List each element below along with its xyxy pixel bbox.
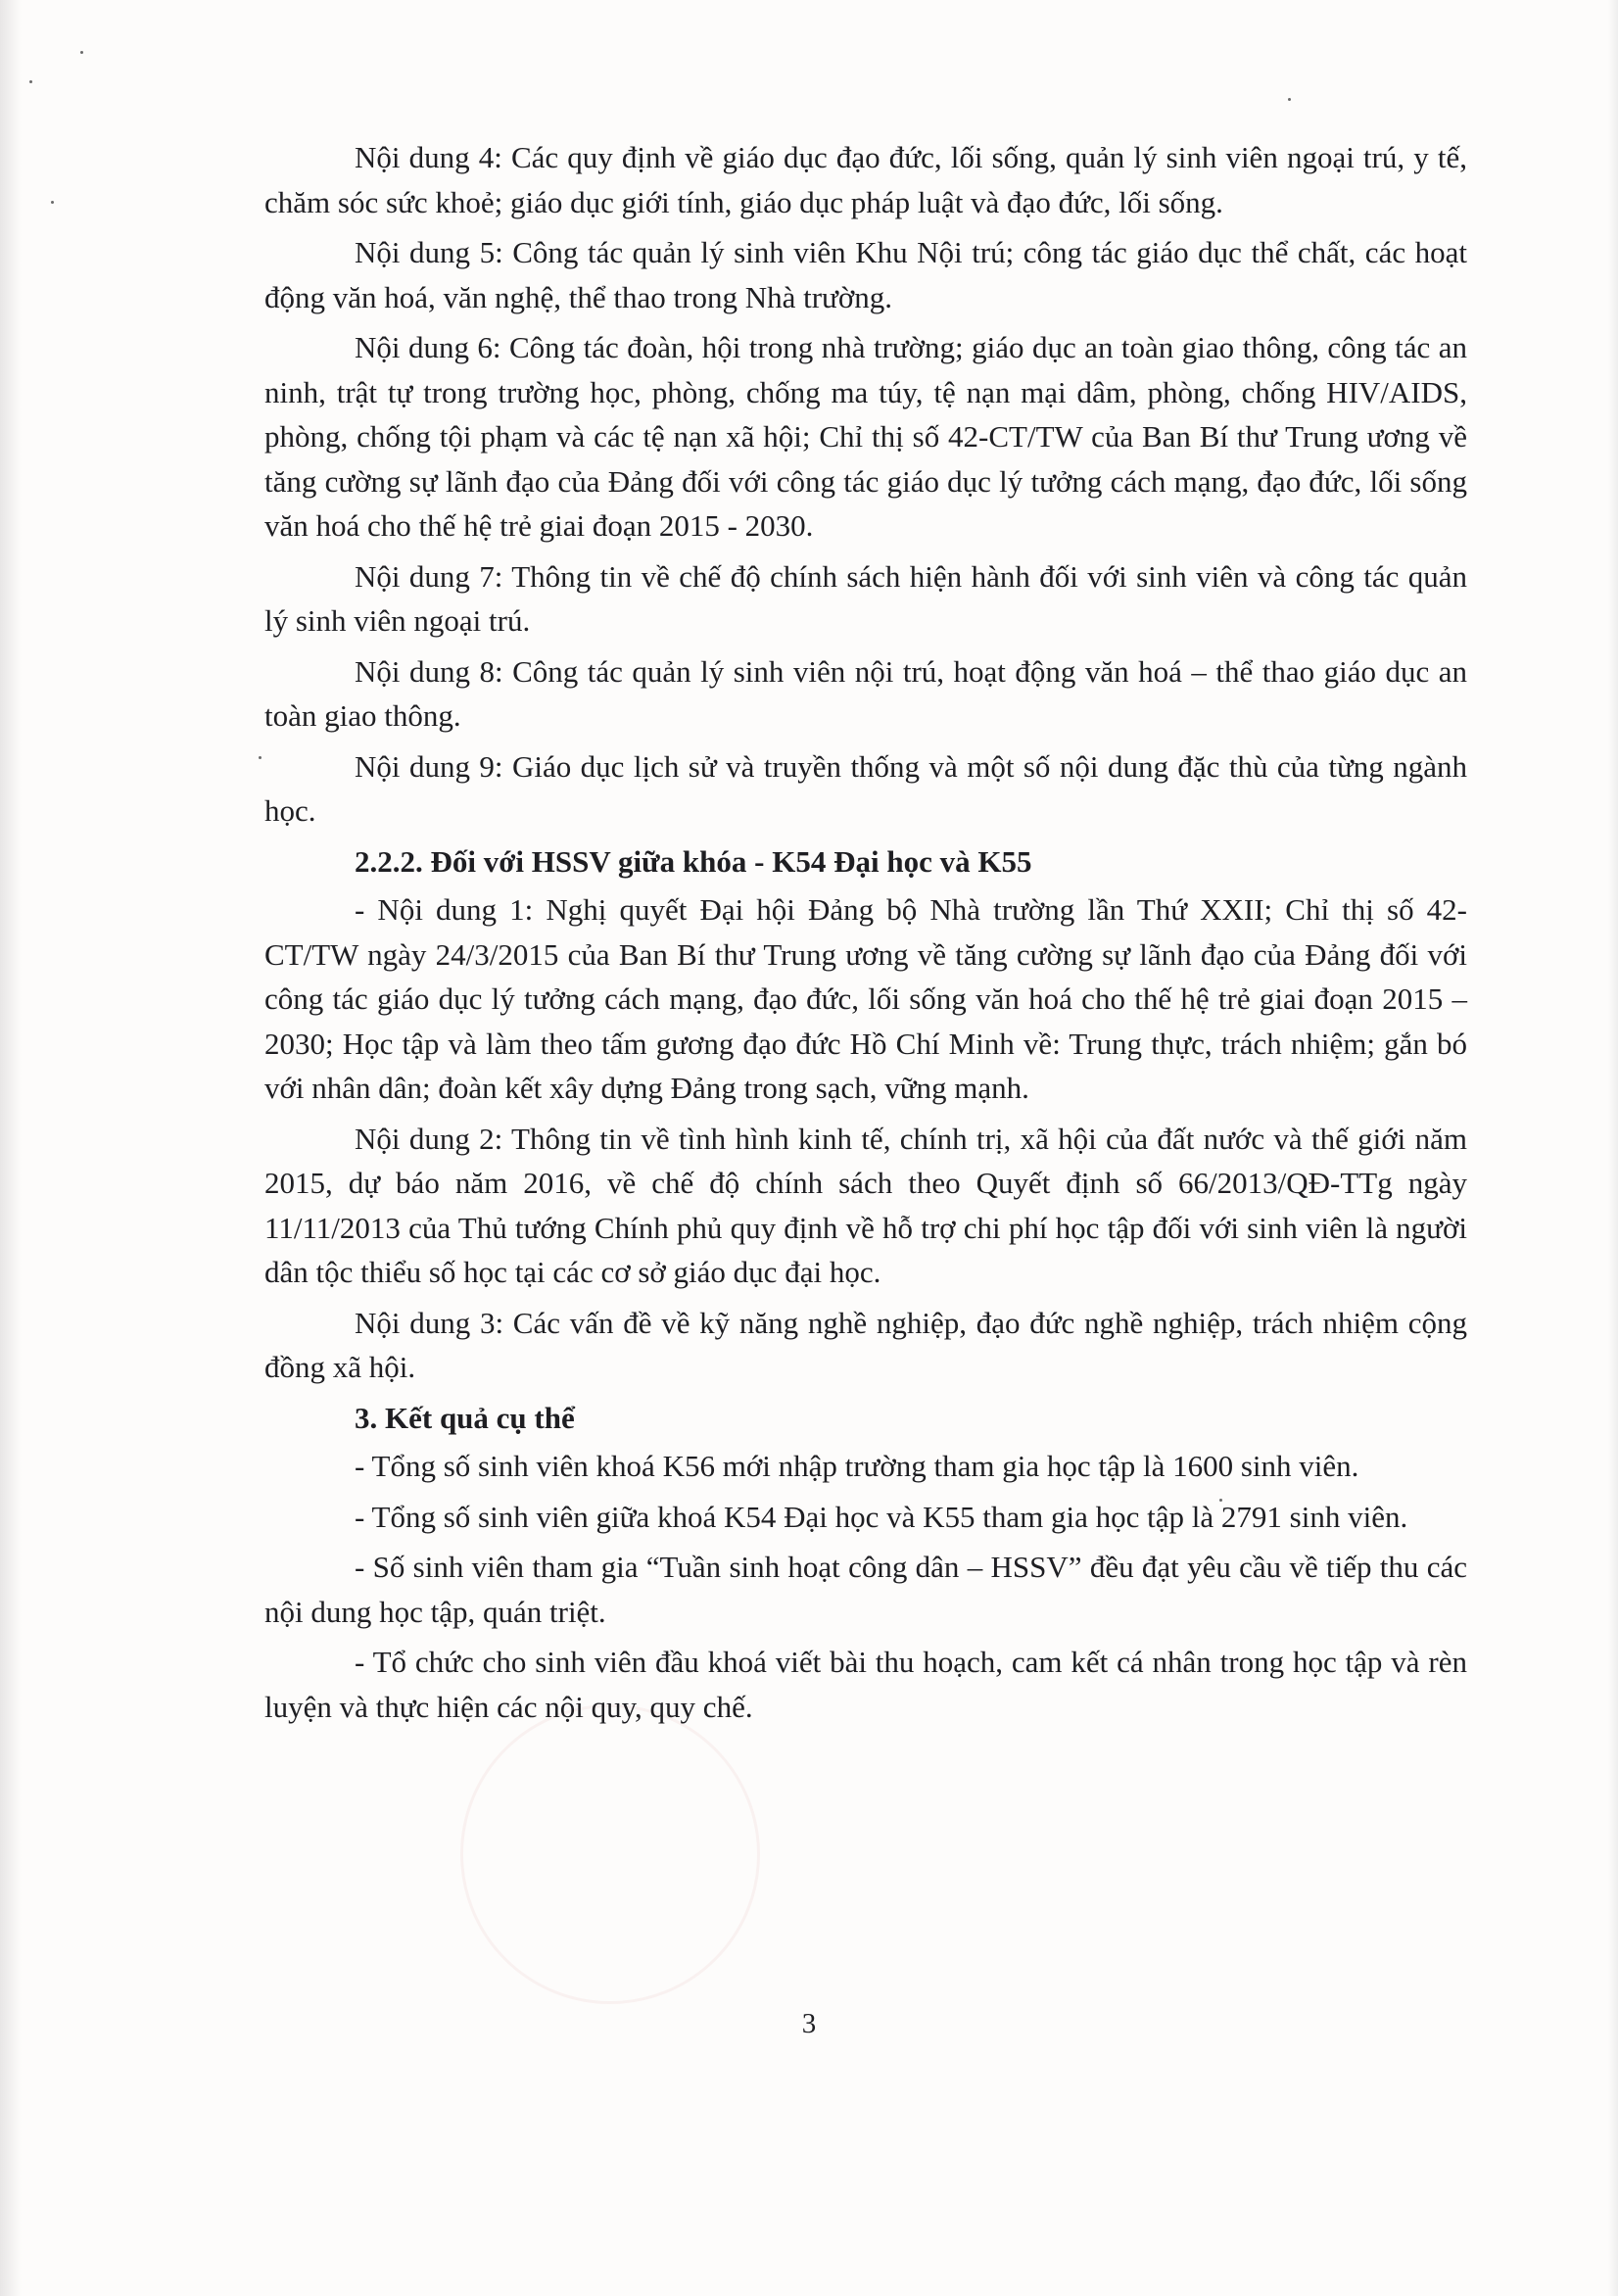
paragraph: - Tổng số sinh viên giữa khoá K54 Đại học và K55 tham gia học tập là 2791 sinh viên. (355, 1499, 1408, 1534)
paragraph: Nội dung 6: Công tác đoàn, hội trong nhà trường; giáo dục an toàn giao thông, công tác an ninh, trật tự trong trường học, phòng, chống ma túy, tệ nạn mại dâm, phòng, chống HIV/AIDS, phòng, chống tội phạm và các tệ nạn xã hội; Chỉ thị số 42-CT/TW của Ban Bí thư Trung ương về tăng cường sự lãnh đạo của Đảng đối với công tác giáo dục lý tưởng cách mạng, đạo đức, lối sống văn hoá cho thế hệ trẻ giai đoạn 2015 - 2030. (264, 330, 1467, 543)
paragraph: Nội dung 9: Giáo dục lịch sử và truyền thống và một số nội dung đặc thù của từng ngành học. (264, 748, 1467, 828)
paragraph: - Nội dung 1: Nghị quyết Đại hội Đảng bộ Nhà trường lần Thứ XXII; Chỉ thị số 42-CT/TW ngày 24/3/2015 của Ban Bí thư Trung ương về tăng cường sự lãnh đạo của Đảng đối với công tác giáo dục lý tưởng cách mạng, đạo đức, lối sống văn hoá cho thế hệ trẻ giai đoạn 2015 – 2030; Học tập và làm theo tấm gương đạo đức Hồ Chí Minh về: Trung thực, trách nhiệm; gắn bó với nhân dân; đoàn kết xây dựng Đảng trong sạch, vững mạnh. (264, 892, 1467, 1105)
paragraph: Nội dung 2: Thông tin về tình hình kinh tế, chính trị, xã hội của đất nước và thế giới năm 2015, dự báo năm 2016, về chế độ chính sách theo Quyết định số 66/2013/QĐ-TTg ngày 11/11/2013 của Thủ tướng Chính phủ quy định về hỗ trợ chi phí học tập đối với sinh viên là người dân tộc thiểu số học tại các cơ sở giáo dục đại học. (264, 1121, 1467, 1289)
scan-speck (259, 756, 262, 759)
paragraph: Nội dung 3: Các vấn đề về kỹ năng nghề nghiệp, đạo đức nghề nghiệp, trách nhiệm cộng đồng xã hội. (264, 1305, 1467, 1384)
faint-stamp-mark (460, 1704, 760, 2004)
paragraph: - Tổng số sinh viên khoá K56 mới nhập trường tham gia học tập là 1600 sinh viên. (355, 1449, 1359, 1483)
scan-right-edge (1608, 0, 1618, 2296)
paragraph: Nội dung 5: Công tác quản lý sinh viên Khu Nội trú; công tác giáo dục thể chất, các hoạt động văn hoá, văn nghệ, thể thao trong Nhà trường. (264, 235, 1467, 314)
paragraph: - Tổ chức cho sinh viên đầu khoá viết bài thu hoạch, cam kết cá nhân trong học tập và rèn luyện và thực hiện các nội quy, quy chế. (264, 1645, 1467, 1724)
paragraph: Nội dung 7: Thông tin về chế độ chính sách hiện hành đối với sinh viên và công tác quản lý sinh viên ngoại trú. (264, 558, 1467, 638)
scan-speck (51, 201, 54, 204)
paragraph: Nội dung 4: Các quy định về giáo dục đạo đức, lối sống, quản lý sinh viên ngoại trú, y tế, chăm sóc sức khoẻ; giáo dục giới tính, giáo dục pháp luật và đạo đức, lối sống. (264, 140, 1467, 219)
document-body (264, 135, 1467, 1735)
section-heading: 2.2.2. Đối với HSSV giữa khóa - K54 Đại học và K55 (355, 843, 1032, 879)
scan-left-edge (0, 0, 22, 2296)
scan-speck (80, 51, 83, 54)
page-number: 3 (801, 2008, 817, 2039)
scan-speck (29, 80, 32, 83)
section-heading: 3. Kết quả cụ thể (355, 1400, 575, 1435)
paragraph: Nội dung 8: Công tác quản lý sinh viên nội trú, hoạt động văn hoá – thể thao giáo dục an toàn giao thông. (264, 653, 1467, 733)
scan-speck (1288, 98, 1291, 101)
paragraph: - Số sinh viên tham gia “Tuần sinh hoạt công dân – HSSV” đều đạt yêu cầu về tiếp thu các nội dung học tập, quán triệt. (264, 1550, 1467, 1629)
